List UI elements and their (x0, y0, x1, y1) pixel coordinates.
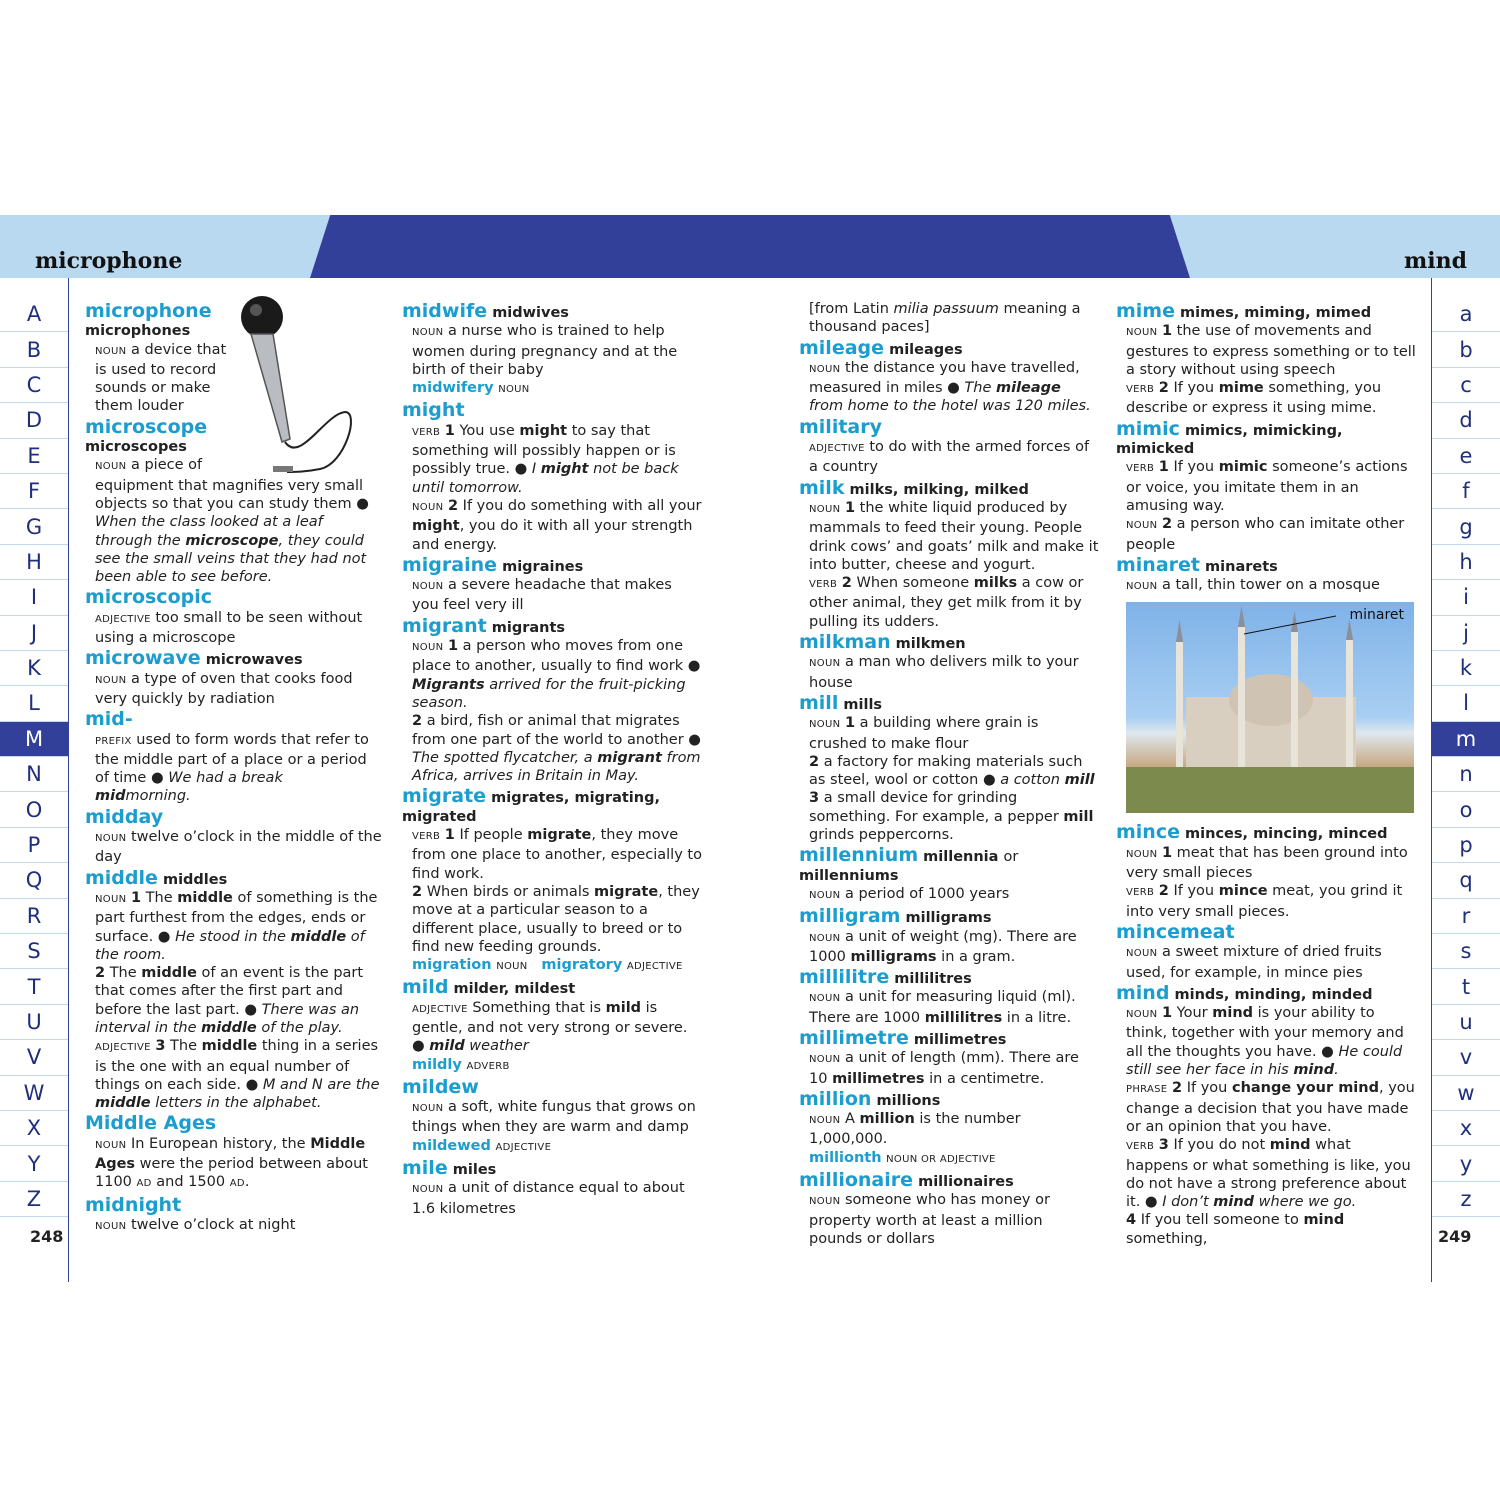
definition: NOUN a piece of equipment that magnifies very small objects so that you can study them ● When the class looked at a leaf through the microscope, they could see the small veins that they had not been able to see before. (95, 457, 369, 586)
definition: NOUN a device that is used to record sounds or make them louder (95, 341, 227, 415)
definition: NOUN a man who delivers milk to your house (809, 654, 1079, 691)
thumb-tab-w[interactable]: w (1432, 1076, 1500, 1111)
dictionary-entry (1116, 418, 1416, 554)
dictionary-entry (85, 1112, 382, 1193)
definition: NOUN a unit for measuring liquid (ml). There are 1000 millilitres in a litre. (809, 989, 1076, 1026)
thumb-tab-N[interactable]: N (0, 757, 68, 792)
dictionary-entry (1116, 821, 1416, 920)
definition: NOUN a sweet mixture of dried fruits used, for example, in mince pies (1126, 944, 1382, 981)
dictionary-entry (799, 692, 1099, 844)
inflections: mimics, mimicking, mimicked (1116, 422, 1343, 458)
headword: microphone (85, 300, 212, 322)
inflections: millions (871, 1092, 941, 1109)
dictionary-entry (799, 300, 1099, 337)
headword: midwife (402, 300, 488, 322)
thumb-tab-C[interactable]: C (0, 368, 68, 403)
inflections: microphones (85, 323, 191, 340)
thumb-tab-H[interactable]: H (0, 545, 68, 580)
definition: NOUN a unit of distance equal to about 1.6 kilometres (412, 1180, 685, 1217)
headword: mime (1116, 300, 1175, 322)
thumb-tab-G[interactable]: G (0, 509, 68, 544)
headword: mild (402, 976, 449, 999)
dictionary-entry (799, 631, 1099, 692)
headword: milk (799, 476, 845, 499)
dictionary-entry (799, 905, 1099, 966)
thumb-tab-B[interactable]: B (0, 332, 68, 367)
definition: NOUN a unit of length (mm). There are 10 millimetres in a centimetre. (809, 1050, 1079, 1087)
definition: ADJECTIVE Something that is mild is gentle, and not very strong or severe. ● mild weather mildly ADVERB (412, 999, 688, 1073)
dictionary-entry (85, 708, 382, 805)
definition: ADJECTIVE too small to be seen without using a microscope (95, 609, 363, 647)
headword: millimetre (799, 1026, 909, 1049)
thumb-tab-U[interactable]: U (0, 1005, 68, 1040)
definition: NOUN a type of oven that cooks food very quickly by radiation (95, 670, 353, 707)
headword: microscopic (85, 586, 212, 609)
inflections: microscopes (85, 439, 187, 456)
dictionary-entry (85, 867, 382, 1113)
headword: military (799, 415, 882, 438)
thumb-index-right (1432, 297, 1500, 1217)
definition: NOUN twelve o’clock at night (95, 1216, 296, 1233)
inflections: minarets (1200, 558, 1278, 575)
headword: minaret (1116, 553, 1200, 576)
inflections: migraines (497, 558, 584, 575)
definition: NOUN A million is the number 1,000,000. millionth NOUN OR ADJECTIVE (809, 1111, 1021, 1166)
thumb-tab-r[interactable]: r (1432, 899, 1500, 934)
definition: NOUN 1 the use of movements and gestures to express something or to tell a story without using speech VERB 2 If you mime something, you describe or express it using mime. (1126, 323, 1416, 417)
headword: migrate (402, 785, 487, 808)
headword: mileage (799, 336, 885, 359)
dictionary-entry (85, 647, 382, 708)
inflections: miles (447, 1162, 497, 1179)
microphone-illustration (225, 294, 355, 484)
definition: NOUN a tall, thin tower on a mosque (1126, 577, 1380, 594)
thumb-tab-i[interactable]: i (1432, 580, 1500, 615)
inflections: middles (157, 871, 228, 888)
headword: milkman (799, 631, 891, 654)
thumb-tab-Q[interactable]: Q (0, 863, 68, 898)
thumb-tab-g[interactable]: g (1432, 509, 1500, 544)
headword: migraine (402, 553, 498, 576)
headword: mid- (85, 708, 133, 731)
headword: mile (402, 1157, 448, 1180)
thumb-tab-J[interactable]: J (0, 616, 68, 651)
dictionary-entry (799, 966, 1099, 1027)
thumb-tab-a[interactable]: a (1432, 297, 1500, 332)
thumb-tab-h[interactable]: h (1432, 545, 1500, 580)
thumb-tab-d[interactable]: d (1432, 403, 1500, 438)
headword: Middle Ages (85, 1112, 217, 1135)
thumb-tab-l[interactable]: l (1432, 686, 1500, 721)
thumb-tab-c[interactable]: c (1432, 368, 1500, 403)
thumb-tab-o[interactable]: o (1432, 792, 1500, 827)
headword: mind (1116, 981, 1170, 1004)
thumb-tab-e[interactable]: e (1432, 439, 1500, 474)
column-3 (799, 300, 1099, 1248)
inflections: millionaires (913, 1174, 1014, 1191)
inflections: migrates, migrating, migrated (402, 790, 660, 825)
dictionary-entry (799, 337, 1099, 416)
dictionary-entry (402, 1157, 702, 1218)
dictionary-entry (1116, 300, 1416, 418)
dictionary-spread (0, 215, 1500, 1285)
thumb-tab-f[interactable]: f (1432, 474, 1500, 509)
headword: mill (799, 691, 839, 714)
dictionary-entry (402, 785, 702, 976)
definition: NOUN twelve o’clock in the middle of the day (95, 829, 382, 866)
column-1 (85, 300, 382, 1236)
headword: milligram (799, 905, 901, 928)
dictionary-entry (1116, 982, 1416, 1248)
headword: mildew (402, 1075, 479, 1098)
thumb-tab-F[interactable]: F (0, 474, 68, 509)
running-head-left: microphone (35, 248, 183, 274)
headword: mimic (1116, 417, 1180, 440)
page-number-right: 249 (1438, 1227, 1472, 1246)
photo-label: minaret (1349, 607, 1404, 624)
inflections: microwaves (200, 652, 303, 669)
inflections: milder, mildest (448, 981, 576, 998)
inflections: milks, milking, milked (844, 481, 1029, 498)
definition: NOUN someone who has money or property worth at least a million pounds or dollars (809, 1192, 1050, 1247)
inflections: midwives (487, 305, 569, 321)
inflections: milkmen (890, 636, 966, 653)
thumb-tab-M[interactable]: M (0, 722, 68, 757)
thumb-tab-R[interactable]: R (0, 899, 68, 934)
inflections: millilitres (889, 971, 972, 988)
definition: NOUN 1 a building where grain is crushed to make flour 2 a factory for making materials such as steel, wool or cotton ● a cotton mill 3 a small device for grinding something. For example, a pepper mill grinds peppercorns. (809, 715, 1095, 844)
thumb-tab-u[interactable]: u (1432, 1005, 1500, 1040)
dictionary-entry (402, 300, 702, 399)
definition: VERB 1 If you mimic someone’s actions or voice, you imitate them in an amusing way. NOUN 2 a person who can imitate other people (1126, 459, 1408, 553)
dictionary-entry (85, 806, 382, 867)
definition: ADJECTIVE to do with the armed forces of a country (809, 439, 1090, 476)
headword: million (799, 1087, 872, 1110)
dictionary-entry (799, 1088, 1099, 1169)
definition: NOUN a nurse who is trained to help women during pregnancy and at the birth of their baby midwifery NOUN (412, 323, 678, 397)
headword: millionaire (799, 1169, 914, 1192)
dictionary-entry (402, 1076, 702, 1157)
headword: mincemeat (1116, 920, 1235, 943)
thumb-tab-Y[interactable]: Y (0, 1146, 68, 1181)
thumb-tab-X[interactable]: X (0, 1111, 68, 1146)
definition: PREFIX used to form words that refer to the middle part of a place or a period of time ● We had a break midmorning. (95, 731, 369, 805)
definition: NOUN 1 Your mind is your ability to think, together with your memory and all the thoughts you have. ● He could still see her face in his mind. PHRASE 2 If you change your mind, you change a decision that you have made or an opinion that you have. VERB 3 If you do not mind what happens or what something is like, you do not have a strong preference about it. ● I don’t mind where we go. 4 If you tell someone to mind something, (1126, 1005, 1415, 1247)
thumb-tab-V[interactable]: V (0, 1040, 68, 1075)
thumb-tab-y[interactable]: y (1432, 1146, 1500, 1181)
thumb-tab-p[interactable]: p (1432, 828, 1500, 863)
headword: middle (85, 866, 158, 889)
dictionary-entry (799, 1169, 1099, 1248)
headword: midday (85, 805, 164, 828)
definition: VERB 1 You use might to say that something will possibly happen or is possibly true. ● I might not be back until tomorrow. NOUN 2 If you do something with all your might, you do it with all your strength and energy. (412, 422, 702, 553)
thumb-tab-P[interactable]: P (0, 828, 68, 863)
definition: NOUN a soft, white fungus that grows on things when they are warm and damp mildewed ADJECTIVE (412, 1099, 696, 1154)
headword: microwave (85, 647, 201, 670)
dictionary-entry (799, 416, 1099, 477)
inflections: minds, minding, minded (1169, 986, 1373, 1003)
thumb-tab-S[interactable]: S (0, 934, 68, 969)
dictionary-entry (402, 554, 702, 615)
definition: NOUN 1 a person who moves from one place to another, usually to find work ● Migrants arrived for the fruit-picking season. 2 a bird, fish or animal that migrates from one part of the world to another ● The spotted flycatcher, a migrant from Africa, arrives in Britain in May. (412, 638, 701, 785)
thumb-tab-v[interactable]: v (1432, 1040, 1500, 1075)
thumb-tab-W[interactable]: W (0, 1076, 68, 1111)
page-number-left: 248 (30, 1227, 64, 1246)
thumb-tab-L[interactable]: L (0, 686, 68, 721)
thumb-tab-n[interactable]: n (1432, 757, 1500, 792)
definition: NOUN the distance you have travelled, measured in miles ● The mileage from home to the hotel was 120 miles. (809, 359, 1091, 415)
definition: [from Latin milia passuum meaning a thousand paces] (809, 301, 1081, 336)
headword: midnight (85, 1193, 182, 1216)
column-4 (1116, 300, 1416, 1248)
definition: NOUN 1 the white liquid produced by mammals to feed their young. People drink cows’ and goats’ milk and make it into butter, cheese and yogurt. VERB 2 When someone milks a cow or other animal, they get milk from it by pulling its udders. (809, 499, 1099, 630)
dictionary-entry (799, 1027, 1099, 1088)
dictionary-entry (402, 399, 702, 553)
headword: millennium (799, 844, 919, 867)
left-margin-rule (68, 278, 69, 1282)
column-2 (402, 300, 702, 1218)
thumb-tab-t[interactable]: t (1432, 969, 1500, 1004)
running-head-right: mind (1403, 248, 1467, 274)
thumb-tab-A[interactable]: A (0, 297, 68, 332)
dictionary-entry (1116, 554, 1416, 814)
definition: NOUN a period of 1000 years (809, 885, 1010, 902)
dictionary-entry (402, 615, 702, 786)
dictionary-entry (799, 844, 1099, 905)
inflections: mills (838, 696, 883, 713)
thumb-index-left (0, 297, 68, 1217)
definition: NOUN 1 meat that has been ground into very small pieces VERB 2 If you mince meat, you grind it into very small pieces. (1126, 844, 1408, 920)
inflections: millennia or millenniums (799, 849, 1019, 884)
headword: mince (1116, 821, 1180, 844)
dictionary-entry (799, 477, 1099, 631)
inflections: mileages (884, 341, 963, 358)
inflections: minces, mincing, minced (1180, 826, 1388, 843)
thumb-tab-O[interactable]: O (0, 792, 68, 827)
dictionary-entry (402, 976, 702, 1075)
thumb-tab-j[interactable]: j (1432, 616, 1500, 651)
thumb-tab-s[interactable]: s (1432, 934, 1500, 969)
thumb-tab-k[interactable]: k (1432, 651, 1500, 686)
headword: migrant (402, 614, 487, 637)
thumb-tab-D[interactable]: D (0, 403, 68, 438)
definition: NOUN In European history, the Middle Ages were the period between about 1100 AD and 1500 AD. (95, 1135, 368, 1191)
headword: might (402, 399, 465, 422)
dictionary-entry (85, 1194, 382, 1237)
dictionary-entry (85, 586, 382, 647)
inflections: milligrams (900, 910, 992, 927)
thumb-tab-q[interactable]: q (1432, 863, 1500, 898)
definition: VERB 1 If people migrate, they move from one place to another, especially to find work. 2 When birds or animals migrate, they move at a particular season to a different place, usually to breed or to find new feeding grounds. migration NOUN migratory ADJECTIVE (412, 827, 702, 974)
thumb-tab-I[interactable]: I (0, 580, 68, 615)
thumb-tab-T[interactable]: T (0, 969, 68, 1004)
header-band-center (310, 215, 1190, 278)
dictionary-entry (1116, 921, 1416, 982)
thumb-tab-b[interactable]: b (1432, 332, 1500, 367)
thumb-tab-Z[interactable]: Z (0, 1182, 68, 1217)
thumb-tab-x[interactable]: x (1432, 1111, 1500, 1146)
inflections: millimetres (908, 1031, 1007, 1048)
thumb-tab-z[interactable]: z (1432, 1182, 1500, 1217)
definition: NOUN a unit of weight (mg). There are 1000 milligrams in a gram. (809, 928, 1077, 965)
definition: NOUN a severe headache that makes you feel very ill (412, 577, 672, 614)
definition: NOUN 1 The middle of something is the part furthest from the edges, ends or surface. ● He stood in the middle of the room. 2 The middle of an event is the part that comes after the first part and before the last part. ● There was an interval in the middle of the play. ADJECTIVE 3 The middle thing in a series is the one with an equal number of things on each side. ● M and N are the middle letters in the alphabet. (95, 889, 380, 1112)
thumb-tab-m[interactable]: m (1432, 722, 1500, 757)
inflections: mimes, miming, mimed (1175, 305, 1372, 321)
thumb-tab-K[interactable]: K (0, 651, 68, 686)
thumb-tab-E[interactable]: E (0, 439, 68, 474)
headword: microscope (85, 415, 208, 438)
mosque-photo (1126, 602, 1414, 813)
headword: millilitre (799, 966, 890, 989)
inflections: migrants (486, 619, 566, 636)
